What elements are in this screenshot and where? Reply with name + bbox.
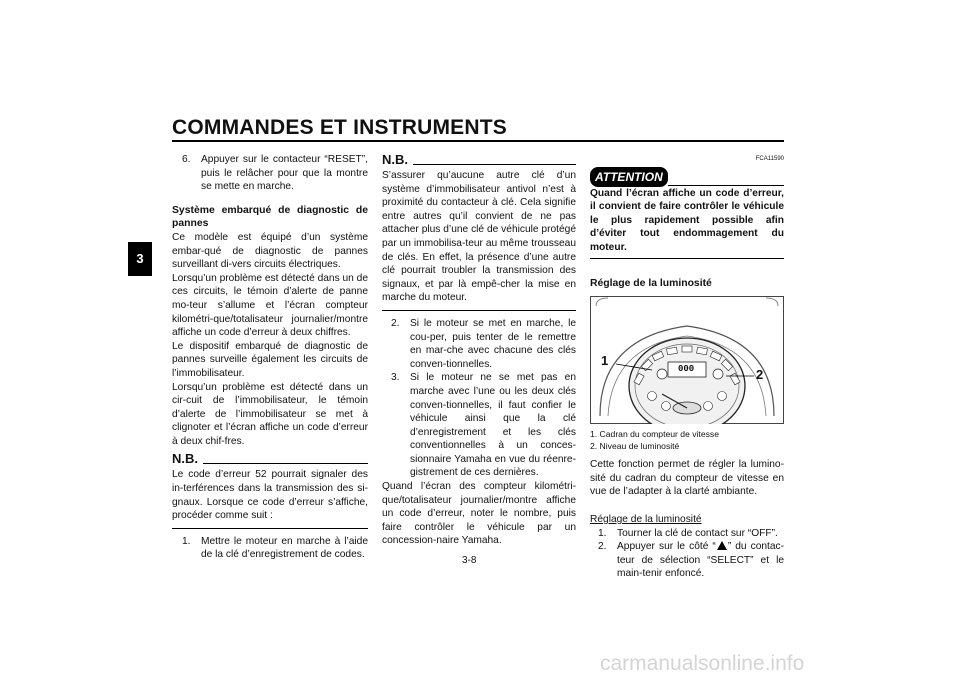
section-heading-diagnostic: Système embarqué de diagnostic de pannes (172, 204, 368, 230)
note-header (172, 452, 368, 466)
attention-rule (668, 185, 784, 186)
step-2 (382, 317, 576, 371)
note-label: N.B. (172, 451, 198, 467)
description-paragraph: Cette fonction permet de régler la lumino-sité du cadran du compteur de vitesse en vue de l’adapter à la clarté ambiante. (590, 459, 784, 498)
callout-2: 2 (756, 367, 764, 383)
page-number: 3-8 (462, 555, 477, 566)
speedometer-illustration (590, 296, 784, 424)
note-end-rule (172, 528, 368, 529)
step-text: Appuyer sur le contacteur “RESET”, puis le relâcher pour que la montre se mette en marche. (201, 154, 368, 193)
paragraph: Ce modèle est équipé d’un système embar-qué de diagnostic de pannes surveillant di-vers circuits électriques. (172, 231, 368, 271)
attention-code: FCA11590 (755, 156, 784, 162)
paragraph: Lorsqu’un problème est détecté dans un cir-cuit de l’immobilisateur, le témoin d’alerte de l’immobilisateur se met à clignoter et l’écran affiche un code d’erreur à deux chif-fres. (172, 381, 368, 447)
step-text: Si le moteur se met en marche, le cou-per, puis tenter de le remettre en mar-che avec chacune des clés conven-tionnelles. (410, 317, 576, 370)
step-text-start: Appuyer sur le côté “ (617, 541, 716, 553)
right-column (590, 153, 784, 581)
note-end-rule (382, 310, 576, 311)
step-text: Mettre le moteur en marche à l’aide de la clé d’enregistrement de codes. (201, 535, 368, 561)
step-number: 2. (391, 317, 400, 329)
section-heading-brightness: Réglage de la luminosité (590, 277, 712, 289)
step-number: 6. (182, 154, 191, 165)
step-number: 1. (182, 535, 191, 547)
note-rule (203, 463, 368, 464)
lcd-readout: 000 (678, 364, 695, 375)
step-text-end: ” du contac-teur de sélection “SELECT” et le main-tenir enfoncé. (617, 541, 785, 580)
paragraph: Le dispositif embarqué de diagnostic de pannes surveille également les circuits de l’immobilisateur. (172, 340, 368, 379)
figure-caption: 1. Cadran du compteur de vitesse (590, 429, 719, 440)
speedometer-figure (590, 296, 784, 424)
step-6 (172, 153, 368, 194)
attention-label: ATTENTION (590, 167, 668, 187)
note-label: N.B. (382, 152, 408, 167)
step-3 (382, 371, 576, 480)
page-header-title: COMMANDES ET INSTRUMENTS (172, 116, 507, 139)
procedure-subheading: Réglage de la luminosité (590, 513, 702, 525)
attention-header (590, 167, 784, 187)
step-number: 3. (391, 372, 400, 384)
step-1 (590, 527, 784, 541)
step-number: 2. (598, 541, 607, 553)
watermark: carmanualsonline.info (600, 652, 805, 675)
step-2 (590, 540, 784, 581)
note-text: S’assurer qu’aucune autre clé d’un système d’immobilisateur antivol n’est à proximité du contacteur à clé. Cela signifie entre autres qu’il convient de ne pas attacher plus d’une clé de véhicule protégé par un immobilisa-teur au même trousseau de clés. En effet, la présence d’une autre clé pourrait troubler la transmission des signaux, et par là empê-cher la mise en marche du moteur. (382, 170, 576, 304)
header-rule (172, 140, 784, 142)
paragraph: Lorsqu’un problème est détecté dans un de ces circuits, le témoin d’alerte de panne mo-teur s’allume et l’écran compteur kilométri-que/totalisateur journalier/montre affiche un code d’erreur à deux chiffres. (172, 272, 368, 339)
note-rule (413, 164, 576, 165)
step-1 (172, 535, 368, 562)
step-text (617, 540, 784, 581)
step-number: 1. (598, 527, 607, 539)
attention-end-rule (590, 258, 784, 259)
figure-caption: 2. Niveau de luminosité (590, 441, 680, 452)
closing-paragraph: Quand l’écran des compteur kilométri-que/totalisateur journalier/montre affiche un code d’erreur, noter le nombre, puis faire contrôler le véhicule par un concession-naire Yamaha. (382, 481, 576, 547)
note-header (382, 153, 576, 167)
chapter-tab: 3 (128, 242, 152, 276)
callout-1: 1 (601, 353, 609, 369)
step-text: Si le moteur ne se met pas en marche avec l’une ou les deux clés conven-tionnelles, il faut confier le véhicule ainsi que la clé d’enregistrement et les clés conventionnelles à un conces-sionnaire Yamaha en vue du réenre-gistrement de ces dernières. (410, 372, 576, 479)
left-column (172, 153, 368, 562)
triangle-up-icon (717, 541, 727, 550)
step-text: Tourner la clé de contact sur “OFF”. (617, 527, 778, 539)
middle-column (382, 153, 576, 548)
note-text: Le code d’erreur 52 pourrait signaler des in-terférences dans la transmission des si-gnaux. Lorsque ce code d’erreur s’affiche, procéder comme suit : (172, 469, 368, 522)
attention-text: Quand l’écran affiche un code d’erreur, il convient de faire contrôler le véhicule le plus rapidement possible afin d’éviter tout endommagement du moteur. (590, 187, 784, 253)
